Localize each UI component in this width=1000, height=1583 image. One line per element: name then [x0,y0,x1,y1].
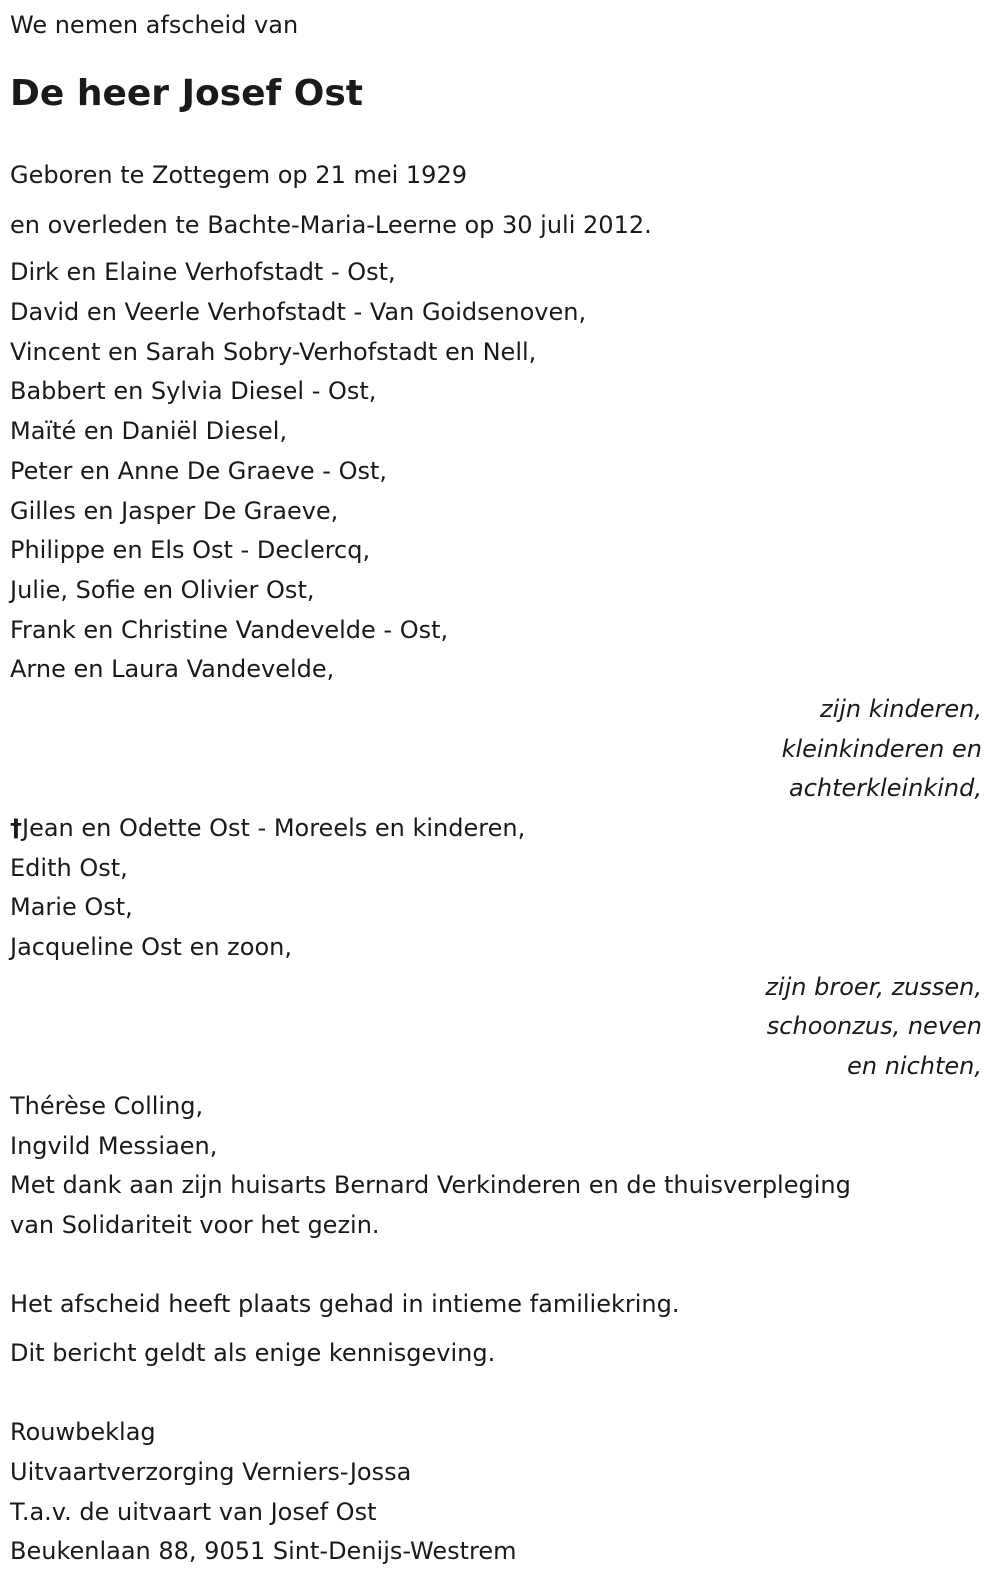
spacer [10,1374,982,1414]
spacer [10,1246,982,1286]
family-line: David en Veerle Verhofstadt - Van Goidsenoven, [10,298,587,327]
family-line [10,809,982,849]
address-line: Uitvaartverzorging Verniers-Jossa [10,1458,412,1486]
role-line: schoonzus, neven [766,1012,982,1041]
birth-line: Geboren te Zottegem op 21 mei 1929 [10,161,467,189]
intro-text: We nemen afscheid van [10,11,299,39]
family-line: Thérèse Colling, [10,1091,204,1120]
thanks-line: Met dank aan zijn huisarts Bernard Verkinderen en de thuisverpleging [10,1171,851,1200]
role-line: kleinkinderen en [781,734,982,763]
cross-icon: † [10,814,22,842]
role-line: zijn broer, zussen, [765,972,982,1001]
role-line: achterkleinkind, [788,774,982,803]
family-line: Babbert en Sylvia Diesel - Ost, [10,377,377,406]
role-line: zijn kinderen, [819,694,982,723]
family-line: Julie, Sofie en Olivier Ost, [10,575,315,604]
ceremony-line: Het afscheid heeft plaats gehad in intieme familiekring. [10,1290,680,1319]
family-line: Peter en Anne De Graeve - Ost, [10,456,388,485]
family-line: Arne en Laura Vandevelde, [10,655,335,684]
others-list [10,1087,982,1246]
family-line: Maïté en Daniël Diesel, [10,417,288,446]
family-line: Dirk en Elaine Verhofstadt - Ost, [10,258,396,287]
death-line: en overleden te Bachte-Maria-Leerne op 30 juli 2012. [10,210,652,239]
siblings-list [10,809,982,968]
address-line: Beukenlaan 88, 9051 Sint-Denijs-Westrem [10,1537,517,1566]
children-list [10,253,982,690]
sibling-text: Jean en Odette Ost - Moreels en kinderen, [22,814,526,842]
family-line: Edith Ost, [10,853,128,882]
role-line: en nichten, [847,1052,982,1081]
thanks-line: van Solidariteit voor het gezin. [10,1210,380,1239]
notice-line: Dit bericht geldt als enige kennisgeving. [10,1338,496,1367]
family-line: Frank en Christine Vandevelde - Ost, [10,615,449,644]
family-line: Ingvild Messiaen, [10,1131,218,1160]
address-block [10,1413,982,1572]
children-role [10,690,982,809]
address-line: T.a.v. de uitvaart van Josef Ost [10,1497,377,1526]
siblings-role [10,968,982,1087]
family-line: Gilles en Jasper De Graeve, [10,496,339,525]
address-line: Rouwbeklag [10,1418,156,1447]
family-line: Marie Ost, [10,893,133,922]
family-line: Philippe en Els Ost - Declercq, [10,536,371,565]
deceased-title: De heer Josef Ost [10,73,363,114]
family-line: Jacqueline Ost en zoon, [10,933,292,962]
family-line: Vincent en Sarah Sobry-Verhofstadt en Nell, [10,337,537,366]
